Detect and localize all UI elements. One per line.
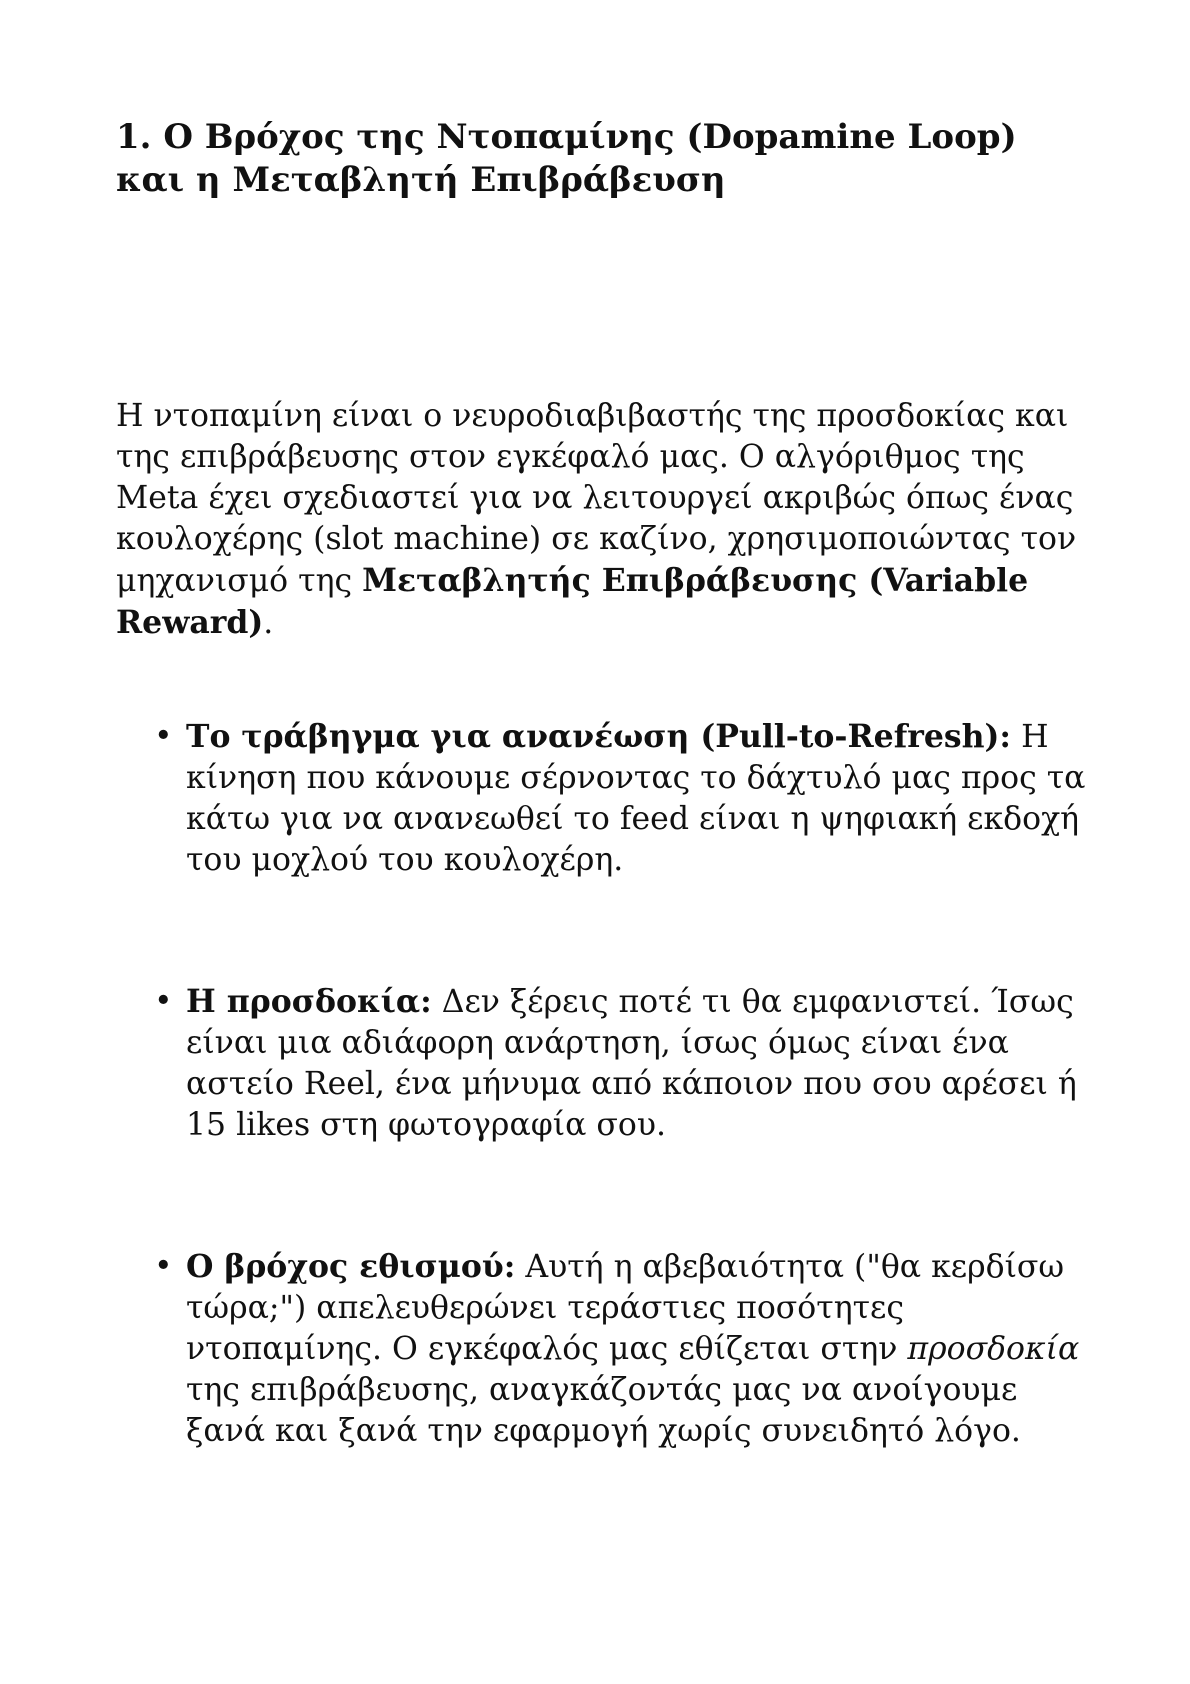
bullet-icon: • xyxy=(154,983,173,1019)
section-heading: 1. Ο Βρόχος της Ντοπαμίνης (Dopamine Loop) και η Μεταβλητή Επιβράβευση xyxy=(116,117,1017,200)
document-page xyxy=(116,116,1086,1452)
bullet-term: Ο βρόχος εθισμού: xyxy=(186,1248,516,1285)
bullet-italic-term: προσδοκία xyxy=(907,1331,1080,1367)
bullet-icon: • xyxy=(154,1248,173,1284)
intro-paragraph xyxy=(116,396,1086,644)
bullet-text: Δεν ξέρεις ποτέ τι θα εμφανιστεί. Ίσως είναι μια αδιάφορη ανάρτηση, ίσως όμως είναι ένα αστείο Reel, ένα μήνυμα από κάποιον που σου αρέσει ή 15 likes στη φωτογραφία σου. xyxy=(186,984,1077,1143)
intro-text-end: . xyxy=(263,605,274,641)
intro-bold-term: Μεταβλητής Επιβράβευσης (Variable Reward) xyxy=(116,562,1029,641)
bullet-icon: • xyxy=(154,718,173,754)
bullet-term: Το τράβηγμα για ανανέωση (Pull-to-Refresh): xyxy=(186,718,1012,755)
bullet-item-pull-to-refresh xyxy=(154,716,1086,881)
bullet-text-end: της επιβράβευσης, αναγκάζοντάς μας να ανοίγουμε ξανά και ξανά την εφαρμογή χωρίς συνειδητό λόγο. xyxy=(186,1372,1021,1449)
bullet-item-addiction-loop xyxy=(154,1246,1086,1452)
bullet-term: Η προσδοκία: xyxy=(186,983,432,1020)
bullet-text: Αυτή η αβεβαιότητα ("θα κερδίσω τώρα;") απελευθερώνει τεράστιες ποσότητες ντοπαμίνης. Ο εγκέφαλός μας εθίζεται στην xyxy=(186,1249,1065,1367)
intro-text: Η ντοπαμίνη είναι ο νευροδιαβιβαστής της προσδοκίας και της επιβράβευσης στον εγκέφαλό μας. Ο αλγόριθμος της Meta έχει σχεδιαστεί για να λειτουργεί ακριβώς όπως ένας κουλοχέρης (slot machine) σε καζίνο, χρησιμοποιώντας τον μηχανισμό της xyxy=(116,398,1077,599)
bullet-list xyxy=(154,716,1086,1452)
bullet-item-anticipation xyxy=(154,981,1086,1146)
bullet-text: Η κίνηση που κάνουμε σέρνοντας το δάχτυλό μας προς τα κάτω για να ανανεωθεί το feed είναι η ψηφιακή εκδοχή του μοχλού του κουλοχέρη. xyxy=(186,719,1086,878)
